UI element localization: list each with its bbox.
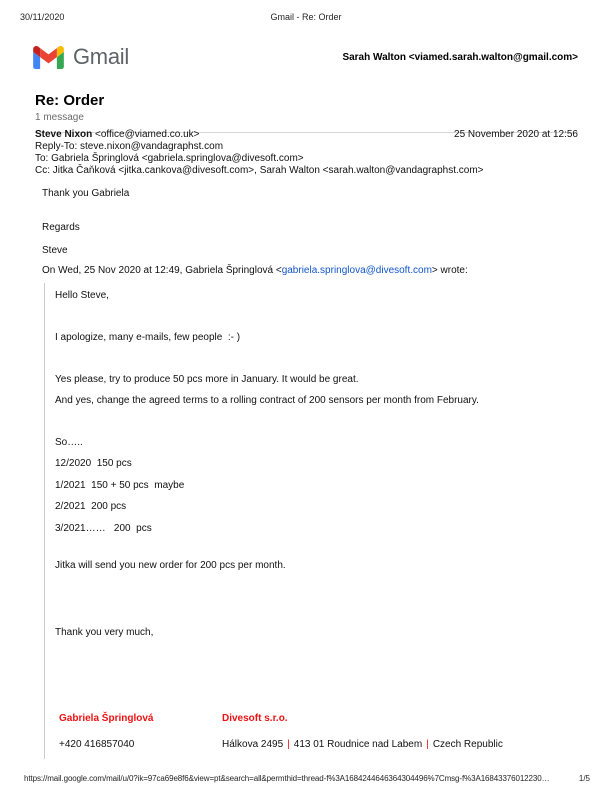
from-name: Steve Nixon (35, 129, 93, 140)
sent-date: 25 November 2020 at 12:56 (454, 129, 578, 140)
print-header (0, 12, 612, 22)
cc-line: Cc: Jitka Čaňková <jitka.cankova@divesoft.com>, Sarah Walton <sarah.walton@vandagraphst.com> (35, 165, 484, 176)
quote-schedule-jan: 1/2021 150 + 50 pcs maybe (55, 480, 185, 491)
quote-order-line: Jitka will send you new order for 200 pcs per month. (55, 560, 286, 571)
body-signoff: Steve (42, 245, 68, 256)
gmail-wordmark: Gmail (73, 44, 129, 69)
print-footer (24, 774, 590, 783)
print-title: Gmail - Re: Order (270, 12, 342, 22)
quote-schedule-mar: 3/2021…… 200 pcs (55, 523, 152, 534)
from-line (35, 129, 200, 141)
quote-greeting: Hello Steve, (55, 290, 109, 301)
address-separator: | (426, 739, 429, 750)
reply-to-line: Reply-To: steve.nixon@vandagraphst.com (35, 141, 224, 152)
from-address: <office@viamed.co.uk> (92, 129, 200, 140)
account-identity: Sarah Walton <viamed.sarah.walton@gmail.com> (342, 51, 578, 63)
gmail-header (33, 44, 578, 70)
quote-thanks-line: Thank you very much, (55, 627, 154, 638)
body-regards: Regards (42, 222, 80, 233)
quote-intro: On Wed, 25 Nov 2020 at 12:49, Gabriela Špringlová <gabriela.springlova@divesoft.com> wrote: (42, 265, 468, 276)
quoted-message (44, 283, 582, 759)
gmail-m-icon (33, 46, 64, 69)
signature-name: Gabriela Špringlová (59, 713, 154, 724)
signature-row-names (55, 713, 582, 724)
thread-subject-block (35, 92, 578, 133)
gmail-logo (33, 44, 129, 70)
quote-so-line: So….. (55, 437, 83, 448)
page-indicator: 1/5 (578, 774, 590, 783)
signature-row-contact (55, 739, 582, 750)
signature-address: Hálkova 2495 | 413 01 Roudnice nad Labem | Czech Republic (222, 739, 503, 750)
message-meta (35, 129, 578, 177)
address-separator: | (287, 739, 290, 750)
print-url: https://mail.google.com/mail/u/0?ik=97ca69e8f6&view=pt&search=all&permthid=thread-f%3A1684244646364304496%7Cmsg-f%3A16843376012230… (24, 774, 550, 783)
quote-schedule-dec: 12/2020 150 pcs (55, 458, 132, 469)
print-date: 30/11/2020 (20, 12, 65, 22)
message-count: 1 message (35, 112, 84, 123)
quoted-sender-email-link[interactable]: gabriela.springlova@divesoft.com (281, 265, 432, 276)
quote-schedule-feb: 2/2021 200 pcs (55, 501, 127, 512)
quote-contract-line: And yes, change the agreed terms to a rolling contract of 200 sensors per month from February. (55, 395, 479, 406)
signature-company: Divesoft s.r.o. (222, 713, 288, 724)
body-thanks: Thank you Gabriela (42, 188, 130, 199)
quote-january-line: Yes please, try to produce 50 pcs more in January. It would be great. (55, 374, 359, 385)
to-line: To: Gabriela Špringlová <gabriela.springlova@divesoft.com> (35, 153, 304, 164)
message-body (42, 188, 582, 759)
signature-phone: +420 416857040 (59, 739, 135, 750)
from-row (35, 129, 578, 141)
quote-apology: I apologize, many e-mails, few people :- ) (55, 332, 241, 343)
thread-subject: Re: Order (35, 92, 105, 109)
